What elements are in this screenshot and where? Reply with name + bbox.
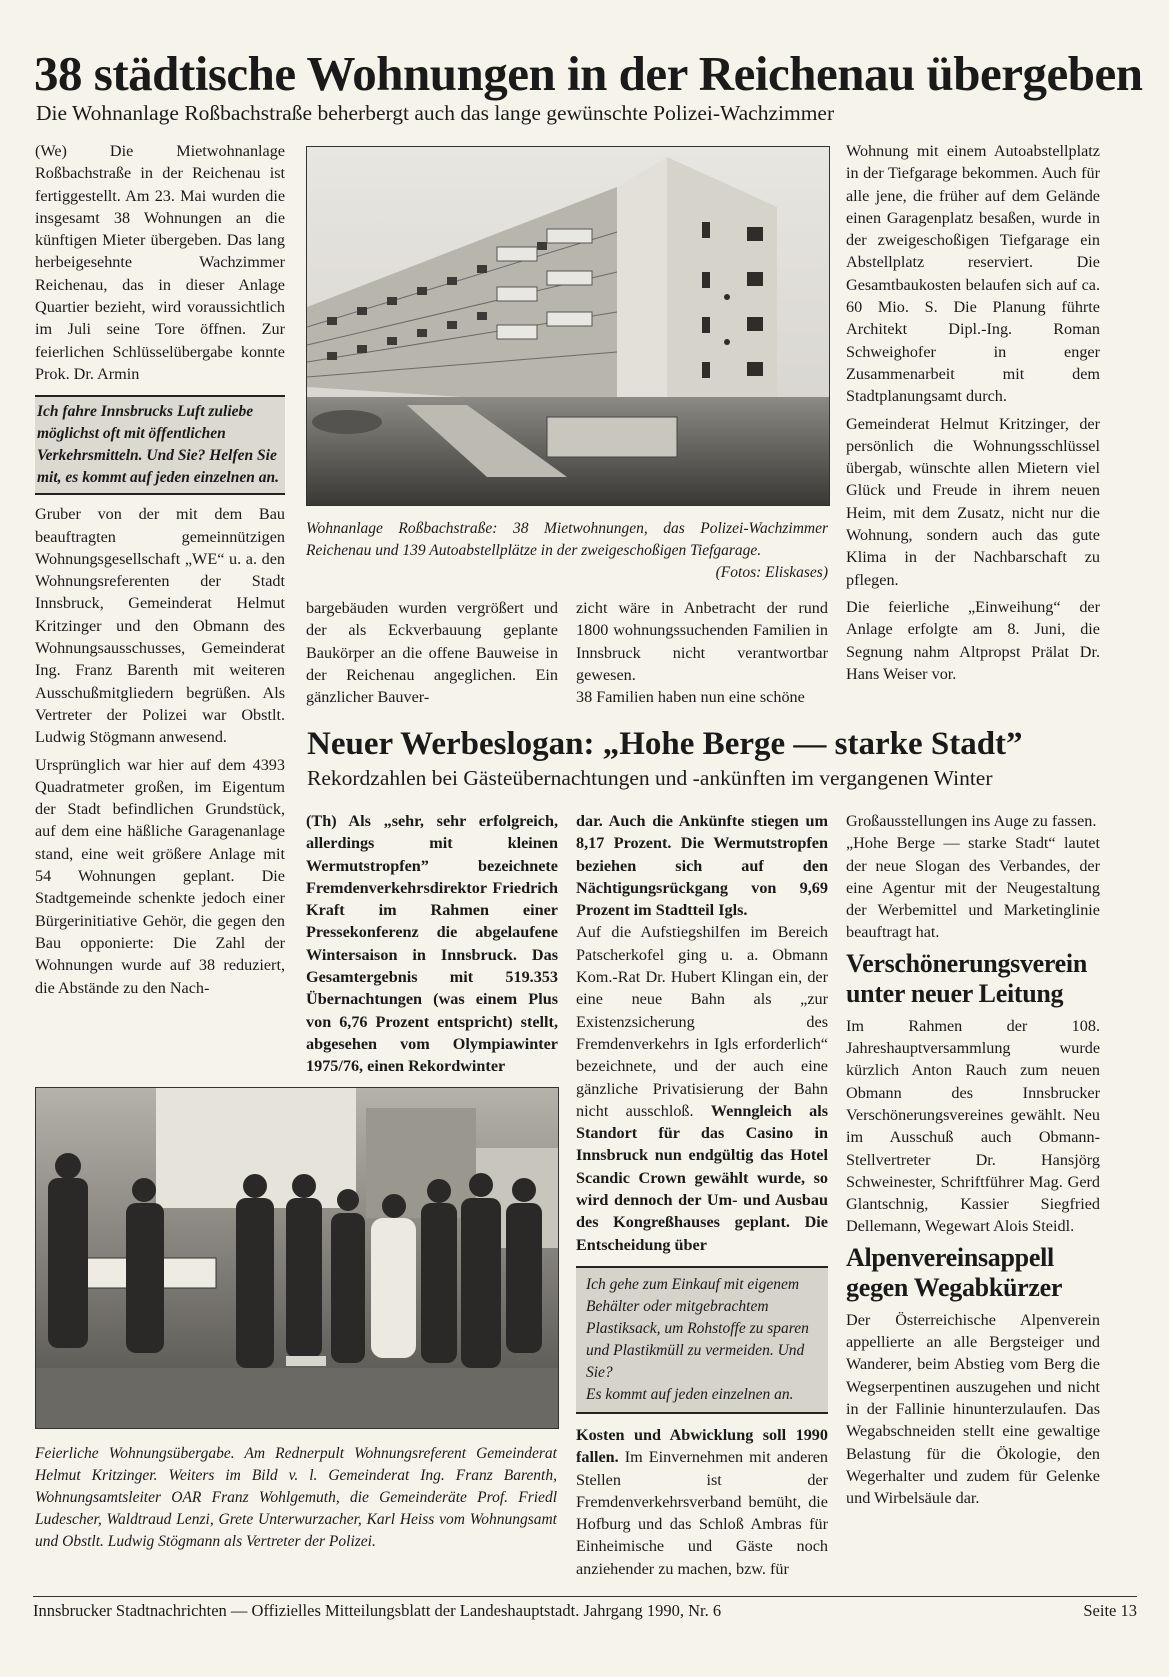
article2-column-3-bold: dar. Auch die Ankünfte stiegen um 8,17 Prozent. Die Wermutstropfen beziehen sich auf den Nächtigungsrückgang von 9,69 Prozent im Stadtteil Igls. xyxy=(576,812,828,920)
article2-subheadline: Rekordzahlen bei Gästeübernachtungen und -ankünften im vergangenen Winter xyxy=(307,766,993,790)
article1-column-2-text: bargebäuden wurden vergrößert und der als Eckverbauung geplante Baukörper an die offene Bauweise in der Reichenau angeglichen. Ein gänzlicher Bauver- xyxy=(306,599,558,707)
article2-column-3-text-2: Im Einvernehmen mit anderen Stellen ist der Fremdenverkehrsverband bemüht, die Hofburg und das Schloß Ambras für Einheimische und Gäste noch anziehender zu machen, bzw. für xyxy=(576,1448,829,1578)
article2-column-3-text-b: Wenngleich als Standort für das Casino in Innsbruck nun endgültig das Hotel Scandic Crown gewählt wurde, so wird dennoch der Um- und Ausbau des Kongreßhauses geplant. Die Entscheidung über xyxy=(576,1101,828,1254)
photo-building xyxy=(306,146,830,506)
article1-intro: (We) Die Mietwohnanlage Roßbachstraße in der Reichenau ist fertiggestellt. Am 23. Mai wurden die insgesamt 38 Wohnungen an die künftigen Mieter übergeben. Das lang herbeigesehnte Wachzimmer Reichenau, das in dieser Anlage Quartier bezieht, wird voraussichtlich im Juli seine Tore öffnen. Zur feierlichen Schlüsselübergabe konnte Prok. Dr. Armin xyxy=(35,142,285,383)
article1-column-4-p3: Die feierliche „Einweihung“ der Anlage erfolgte am 8. Juni, die Segnung nahm Altpropst Prälat Dr. Hans Weiser vor. xyxy=(846,597,1100,683)
quote-box-shopping-text: Ich gehe zum Einkauf mit eigenem Behälter oder mitgebrachtem Plastiksack, um Rohstoffe zu sparen und Plastikmüll zu vermeiden. Und Sie? xyxy=(586,1275,809,1381)
quote-box-shopping-closing: Es kommt auf jeden einzelnen an. xyxy=(586,1385,794,1403)
article2-column-4-p2: „Hohe Berge — starke Stadt“ lautet der neue Slogan des Verbandes, der eine Agentur mit der Neugestaltung der Werbemittel und Marketinglinie beauftragt hat. xyxy=(846,834,1100,942)
ceremony-photo-illustration xyxy=(36,1088,558,1428)
article1-column-3 xyxy=(576,597,828,708)
photo-ceremony-caption: Feierliche Wohnungsübergabe. Am Rednerpult Wohnungsreferent Gemeinderat Helmut Kritzinger. Weiters im Bild v. l. Gemeinderat Ing. Franz Barenth, Wohnungsamtsleiter OAR Franz Wohlgemuth, die Gemeinderäte Prof. Friedl Ludescher, Waldtraud Lenzi, Grete Unterwurzacher, Karl Heiss vom Wohnungsamt und Obstlt. Ludwig Stögmann als Vertreter der Polizei. xyxy=(35,1445,557,1550)
quote-box-shopping xyxy=(576,1266,828,1414)
article1-column-4 xyxy=(846,140,1100,685)
article1-paragraph-2: Gruber von der mit dem Bau beauftragten gemeinnützigen Wohnungsgesellschaft „WE“ u. a. den Wohnungsreferenten der Stadt Innsbruck, Gemeinderat Helmut Kritzinger und den Obmann des Wohnungsausschusses, Gemeinderat Ing. Franz Barenth mit weiteren Ausschußmitgliedern begrüßen. Als Vertreter der Polizei war Obstlt. Ludwig Stögmann anwesend. xyxy=(35,505,285,747)
page-footer xyxy=(33,1596,1137,1621)
page-headline: 38 städtische Wohnungen in der Reichenau übergeben xyxy=(34,46,1143,101)
article4-headline: Alpenvereinsappell gegen Wegabkürzer xyxy=(846,1242,1063,1302)
article1-column-4-p2: Gemeinderat Helmut Kritzinger, der persönlich die Wohnungsschlüssel übergab, wünschte allen Mietern viel Glück und Freude in ihrem neuen Heim, mit dem Zusatz, nicht nur die Wohnung, sondern auch das gute Klima in der Nachbarschaft zu pflegen. xyxy=(846,414,1100,589)
article2-column-3 xyxy=(576,810,828,1580)
article1-column-2 xyxy=(306,597,558,708)
building-photo-illustration xyxy=(307,147,829,505)
article1-column-4-p1: Wohnung mit einem Autoabstellplatz in der Tiefgarage bekommen. Auch für alle jene, die früher auf dem Gelände einen Garagenplatz besaßen, wurde in der zweigeschoßigen Tiefgarage ein Abstellplatz reserviert. Die Gesamtbaukosten belaufen sich auf ca. 60 Mio. S. Die Planung führte Architekt Dipl.-Ing. Roman Schweighofer in enger Zusammenarbeit mit dem Stadtplanungsamt durch. xyxy=(846,142,1100,406)
article2-intro-bold: (Th) Als „sehr, sehr erfolgreich, allerdings mit kleinen Wermutstropfen” bezeichnete Fremdenverkehrsdirektor Friedrich Kraft im Rahmen einer Pressekonferenz die abgelaufene Wintersaison in Innsbruck. Das Gesamtergebnis mit 519.353 Übernachtungen (was einem Plus von 6,76 Prozent entspricht) stellt, abgesehen vom Olympiawinter 1975/76, einen Rekordwinter xyxy=(306,812,558,1076)
photo-building-caption xyxy=(306,518,828,584)
article1-column-1 xyxy=(35,140,285,999)
article2-column-3-text-a: Auf die Aufstiegshilfen im Bereich Patscherkofel ging u. a. Obmann Kom.-Rat Dr. Hubert Klingan ein, der eine neue Bahn als „zur Existenzsicherung des Fremdenverkehrs in Igls erforderlich“ bezeichnete, und der auch eine gänzliche Privatisierung der Bahn nicht ausschloß. xyxy=(576,923,828,1120)
article2-column-3-bold-2: Kosten und Abwicklung soll 1990 fallen. xyxy=(576,1425,828,1467)
photo-building-caption-text: Wohnanlage Roßbachstraße: 38 Mietwohnungen, das Polizei-Wachzimmer Reichenau und 139 Autoabstellplätze in der zweigeschoßigen Tiefgarage. xyxy=(306,520,828,559)
article1-column-3-text-2: 38 Familien haben nun eine schöne xyxy=(576,688,805,707)
article2-column-4-p1: Großausstellungen ins Auge zu fassen. xyxy=(846,812,1097,830)
article4-body: Der Österreichische Alpenverein appellierte an alle Bergsteiger und Wanderer, beim Abstieg vom Berg die Wegserpentinen auszugehen und nicht in der Fallinie hinunterzulaufen. Das Wegabschneiden stellt eine gewaltige Belastung für die Ökologie, den Wegerhalter und zudem für Gelenke und Wirbelsäule dar. xyxy=(846,1310,1100,1508)
article1-column-3-text: zicht wäre in Anbetracht der rund 1800 wohnungssuchenden Familien in Innsbruck nicht verantwortbar gewesen. xyxy=(576,599,828,684)
article2-headline: Neuer Werbeslogan: „Hohe Berge — starke Stadt” xyxy=(307,726,1023,762)
article3-headline: Verschönerungsverein unter neuer Leitung xyxy=(846,948,1088,1008)
right-column-lower xyxy=(846,810,1100,1509)
footer-publication: Innsbrucker Stadtnachrichten — Offizielles Mitteilungsblatt der Landeshauptstadt. Jahrgang 1990, Nr. 6 xyxy=(33,1601,722,1620)
photo-credit: (Fotos: Eliskases) xyxy=(715,564,828,581)
page-subheadline: Die Wohnanlage Roßbachstraße beherbergt auch das lange gewünschte Polizei-Wachzimmer xyxy=(36,101,835,125)
photo-ceremony xyxy=(35,1087,559,1429)
article1-paragraph-3: Ursprünglich war hier auf dem 4393 Quadratmeter großen, im Eigentum der Stadt befindlichen Grundstück, auf dem eine häßliche Garagenanlage stand, eine weit größere Anlage mit 54 Wohnungen geplant. Die Stadtgemeinde schenkte jedoch einer Bürgerinitiative Gehör, die gegen den Bau opponierte: Die Zahl der Wohnungen wurde auf 38 reduziert, die Abstände zu den Nach- xyxy=(35,755,285,997)
article3-body: Im Rahmen der 108. Jahreshauptversammlung wurde kürzlich Anton Rauch zum neuen Obmann des Innsbrucker Verschönerungsvereines gewählt. Neu im Ausschuß auch Obmann-Stellvertreter Dr. Hansjörg Schweinester, Schriftführer Mag. Gerd Glantschnig, Kassier Siegfried Dellemann, Wegewart Alois Steidl. xyxy=(846,1016,1100,1236)
quote-box-public-transport: Ich fahre Innsbrucks Luft zuliebe möglichst oft mit öffentlichen Verkehrsmitteln. Und Sie? Helfen Sie mit, es kommt auf jeden einzelnen an. xyxy=(35,395,285,495)
article2-column-2 xyxy=(306,810,558,1078)
footer-page-number: Seite 13 xyxy=(1083,1601,1137,1620)
article2-column-3-text xyxy=(576,921,828,1255)
